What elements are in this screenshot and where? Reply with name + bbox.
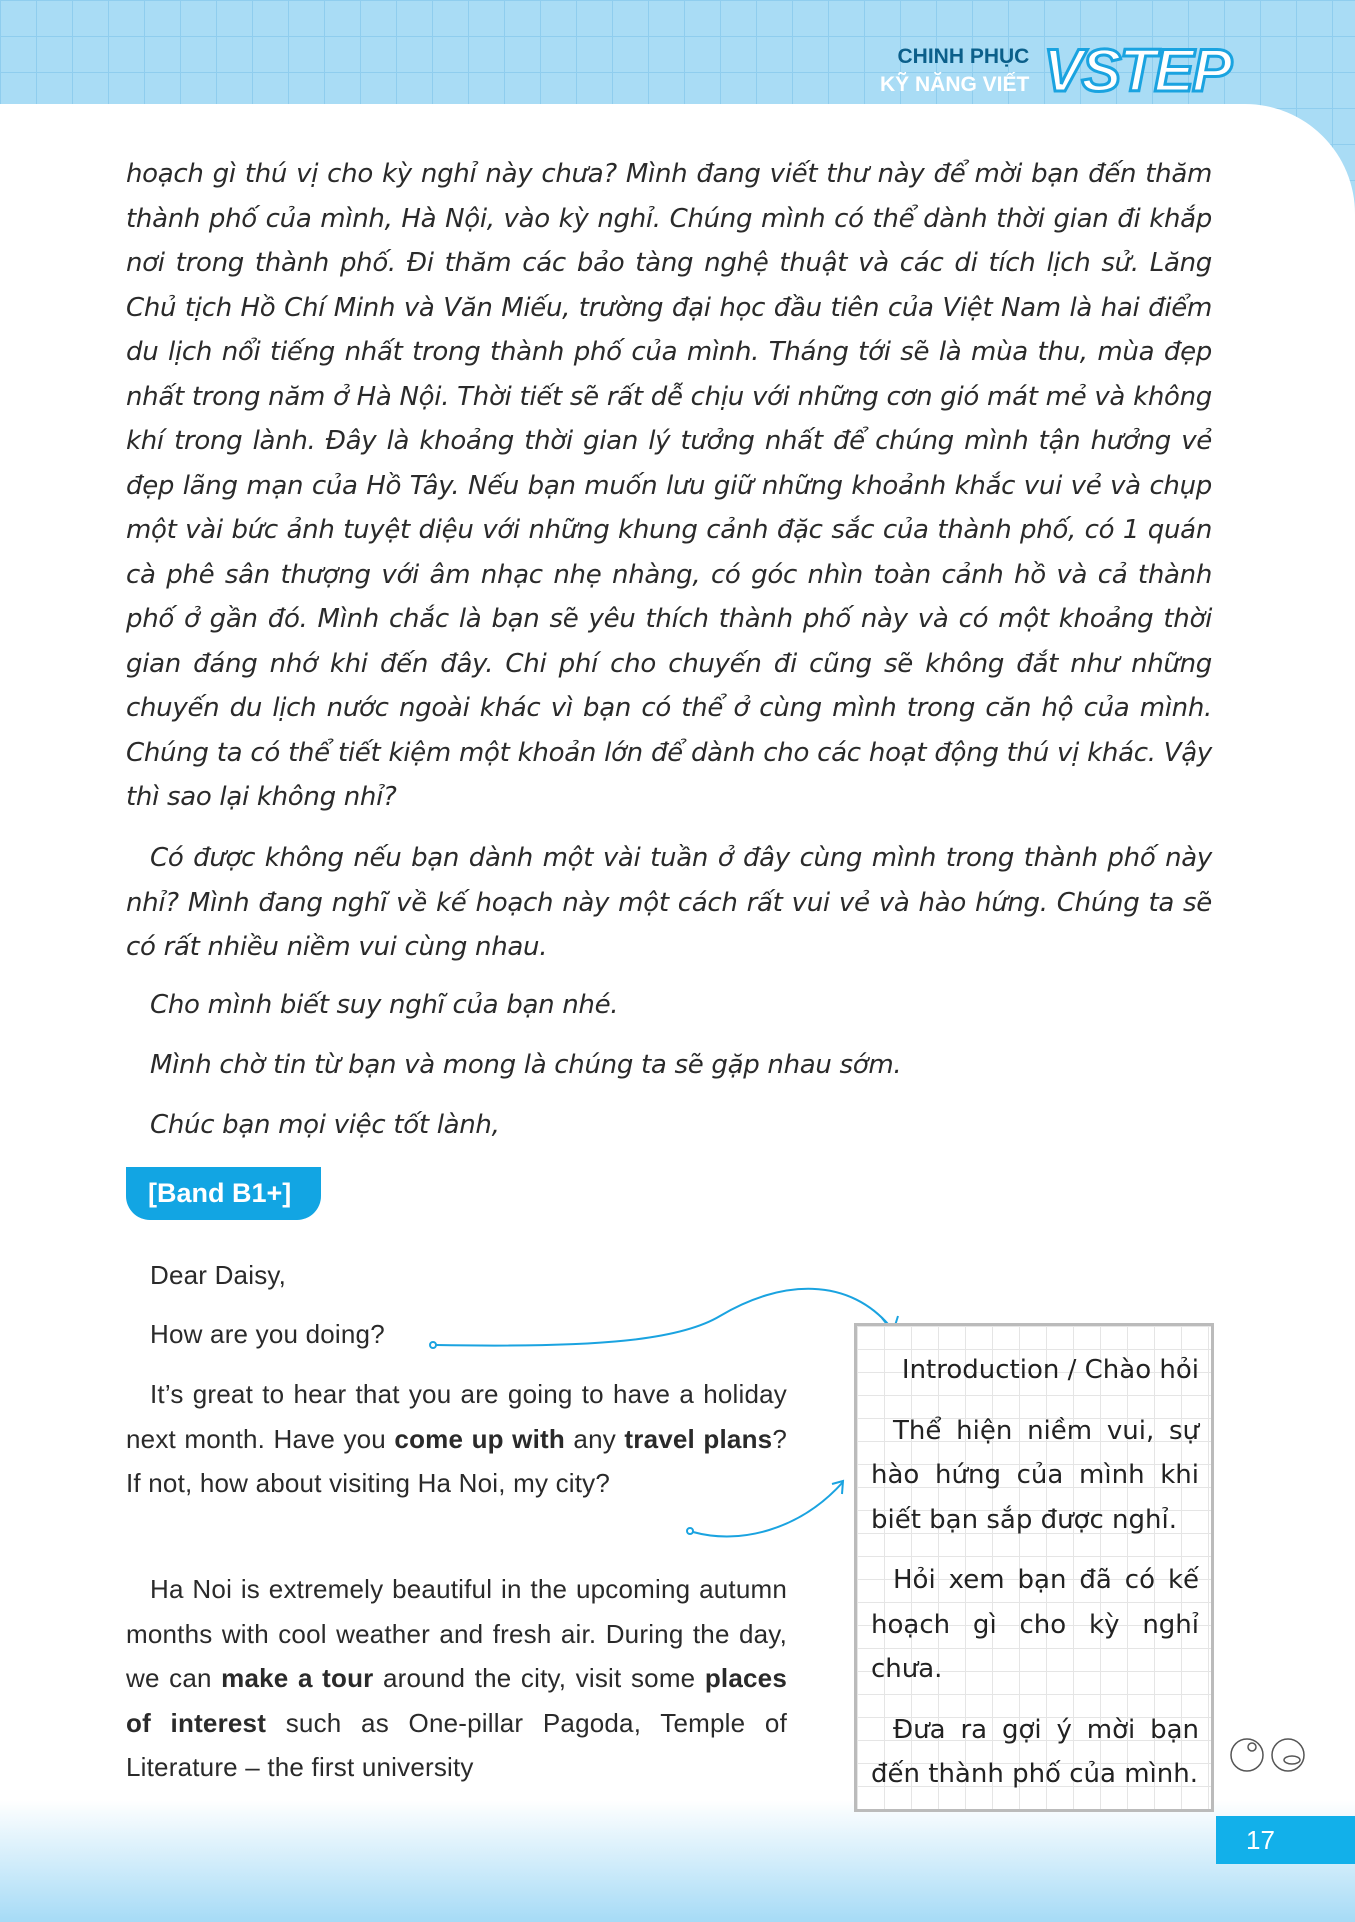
text: any	[564, 1423, 625, 1454]
en-opening: How are you doing?	[150, 1319, 385, 1349]
key-phrase: come up with	[394, 1423, 565, 1454]
vi-paragraph-1: hoạch gì thú vị cho kỳ nghỉ này chưa? Mình đang viết thư này để mời bạn đến thăm thành phố của mình, Hà Nội, vào kỳ nghỉ. Chúng mình có thể dành thời gian đi khắp nơi trong thành phố. Đi thăm các bảo tàng nghệ thuật và các di tích lịch sử. Lăng Chủ tịch Hồ Chí Minh và Văn Miếu, trường đại học đầu tiên của Việt Nam là hai điểm du lịch nổi tiếng nhất trong thành phố của mình. Tháng tới sẽ là mùa thu, mùa đẹp nhất trong năm ở Hà Nội. Thời tiết sẽ rất dễ chịu với những cơn gió mát mẻ và không khí trong lành. Đây là khoảng thời gian lý tưởng nhất để chúng mình tận hưởng vẻ đẹp lãng mạn của Hồ Tây. Nếu bạn muốn lưu giữ những khoảnh khắc vui vẻ và chụp một vài bức ảnh tuyệt diệu với những khung cảnh đặc sắc của thành phố, có 1 quán cà phê sân thượng với âm nhạc nhẹ nhàng, có góc nhìn toàn cảnh hồ và cả thành phố ở gần đó. Mình chắc là bạn sẽ yêu thích thành phố này và có một khoảng thời gian đáng nhớ khi đến đây. Chi phí cho chuyến đi cũng sẽ không đắt như những chuyến du lịch nước ngoài khác vì bạn có thể ở cùng mình trong căn hộ của mình. Chúng ta có thể tiết kiệm một khoản lớn để dành cho các hoạt động thú vị khác. Vậy thì sao lại không nhỉ?	[126, 159, 1212, 812]
text: such as One-pillar Pagoda, Temple of Literature – the first university	[126, 1707, 787, 1782]
text: ? If not, how about visiting Ha Noi, my city?	[126, 1423, 787, 1498]
logo-line1: CHINH PHỤC	[897, 44, 1030, 68]
arrow-start-dot	[687, 1528, 693, 1534]
arrow-to-note	[693, 1482, 843, 1536]
note-item: Đưa ra gợi ý mời bạn đến thành phố của mình.	[871, 1714, 1199, 1789]
vi-paragraph-4: Mình chờ tin từ bạn và mong là chúng ta sẽ gặp nhau sớm.	[150, 1050, 902, 1080]
logo-line2: KỸ NĂNG VIẾT	[880, 72, 1030, 96]
arrow-start-dot	[430, 1342, 436, 1348]
vi-paragraph-5: Chúc bạn mọi việc tốt lành,	[150, 1110, 500, 1140]
en-greeting: Dear Daisy,	[150, 1260, 287, 1290]
note-item: Thể hiện niềm vui, sự hào hứng của mình khi biết bạn sắp được nghỉ.	[871, 1415, 1199, 1535]
text: Ha Noi is extremely beautiful in the upcoming autumn months with cool weather and fresh air. During the day, we can	[126, 1574, 787, 1693]
text: around the city, visit some	[373, 1663, 705, 1693]
note-heading: Introduction / Chào hỏi	[901, 1355, 1199, 1385]
vi-paragraph-3: Cho mình biết suy nghĩ của bạn nhé.	[150, 990, 619, 1020]
key-phrase: places of interest	[126, 1663, 787, 1738]
key-phrase: travel plans	[624, 1423, 773, 1454]
vi-paragraph-2: Có được không nếu bạn dành một vài tuần ở đây cùng mình trong thành phố này nhỉ? Mình đang nghĩ về kế hoạch này một cách rất vui vẻ và hào hứng. Chúng ta sẽ có rất nhiều niềm vui cùng nhau.	[126, 843, 1212, 962]
notes-box	[854, 1323, 1214, 1812]
page-number: 17	[1216, 1816, 1355, 1864]
key-phrase: make a tour	[221, 1663, 374, 1693]
arrow-to-intro	[436, 1289, 893, 1346]
text: It’s great to hear that you are going to have a holiday next month. Have you	[126, 1379, 787, 1454]
planet-icons	[1231, 1739, 1304, 1771]
vstep-logo: VSTEP	[1043, 37, 1231, 104]
note-item: Hỏi xem bạn đã có kế hoạch gì cho kỳ nghỉ chưa.	[871, 1565, 1199, 1684]
band-label: [Band B1+]	[126, 1167, 321, 1220]
